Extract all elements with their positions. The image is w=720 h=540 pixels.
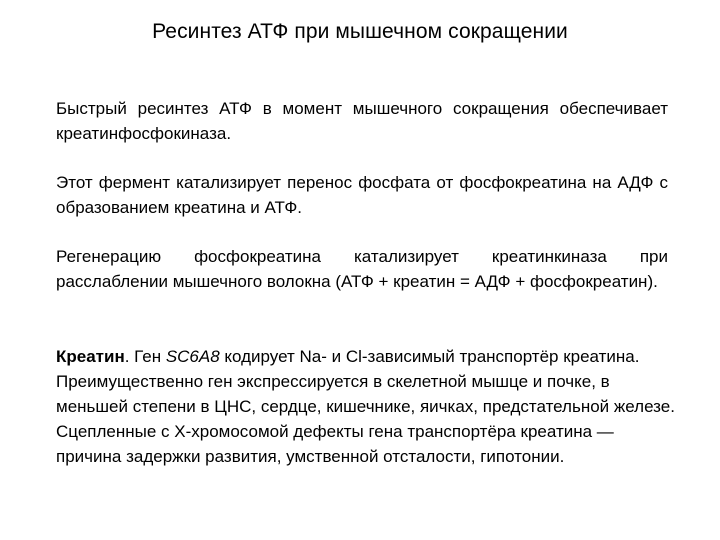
paragraph-creatine-phosphokinase: Быстрый ресинтез АТФ в момент мышечного сокращения обеспечивает креатинфосфокиназа.	[56, 99, 668, 143]
paragraph-text-a: . Ген	[124, 347, 166, 366]
paragraph-creatine-gene	[56, 344, 676, 469]
slide-title: Ресинтез АТФ при мышечном сокращении	[152, 20, 568, 43]
paragraph-enzyme-reaction: Этот фермент катализирует перенос фосфата от фосфокреатина на АДФ с образованием креатина и АТФ.	[56, 173, 668, 217]
paragraph-text-b: кодирует Na- и Cl-зависимый транспортёр креатина. Преимущественно ген экспрессируется в скелетной мышце и почке, в меньшей степени в ЦНС, сердце, кишечнике, яичках, предстательной железе. Сцепленные с X-хромосомой дефекты гена транспортёра креатина — причина задержки развития, умственной отсталости, гипотонии.	[56, 347, 675, 466]
gene-name: SC6A8	[165, 347, 220, 366]
paragraph-regeneration: Регенерацию фосфокреатина катализирует креатинкиназа при расслаблении мышечного волокна (АТФ + креатин = АДФ + фосфокреатин).	[56, 247, 668, 291]
creatine-term: Креатин	[56, 347, 125, 366]
